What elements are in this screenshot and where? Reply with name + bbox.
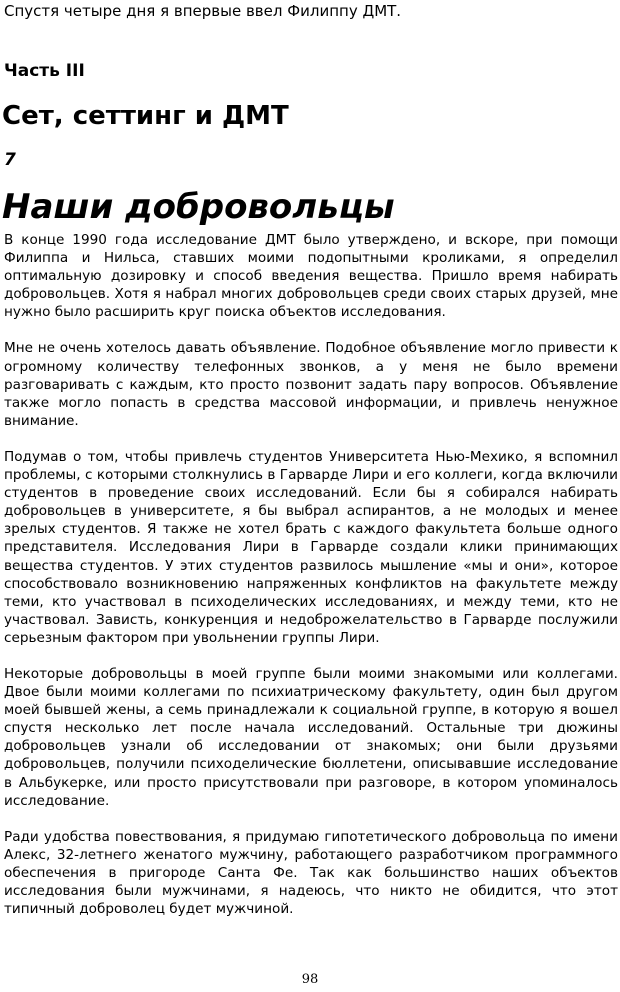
page-number: 98	[301, 972, 319, 987]
part-label: Часть III	[4, 61, 85, 81]
body-paragraph: Ради удобства повествования, я придумаю гипотетического добровольца по имени Алекс, 32-летнего женатого мужчину, работающего разработчиком программного обеспечения в пригороде Санта Фе. Так как большинство наших объектов исследования были мужчинами, я надеюсь, что никто не обидится, что этот типичный доброволец будет мужчиной.	[4, 828, 618, 918]
body-paragraph: Подумав о том, чтобы привлечь студентов Университета Нью-Мехико, я вспомнил проблемы, с которыми столкнулись в Гарварде Лири и его коллеги, когда включили студентов в проведение своих исследований. Если бы я собирался набирать добровольцев в университете, я бы выбрал аспирантов, а не молодых и менее зрелых студентов. Я также не хотел брать с каждого факультета больше одного представителя. Исследования Лири в Гарварде создали клики принимающих вещества студентов. У этих студентов развилось мышление «мы и они», которое способствовало возникновению напряженных конфликтов на факультете между теми, кто участвовал в психоделических исследованиях, и между теми, кто не участвовал. Зависть, конкуренция и недоброжелательство в Гарварде послужили серьезным фактором при увольнении группы Лири.	[4, 448, 618, 646]
chapter-number: 7	[4, 150, 16, 170]
chapter-title: Наши добровольцы	[2, 187, 395, 227]
part-title: Сет, сеттинг и ДМТ	[2, 101, 289, 131]
body-paragraph: В конце 1990 года исследование ДМТ было утверждено, и вскоре, при помощи Филиппа и Нильса, ставших моими подопытными кроликами, я определил оптимальную дозировку и способ введения вещества. Пришло время набирать добровольцев. Хотя я набрал многих добровольцев среди своих старых друзей, мне нужно было расширить круг поиска объектов исследования.	[4, 232, 618, 321]
body-paragraph: Некоторые добровольцы в моей группе были моими знакомыми или коллегами. Двое были моими коллегами по психиатрическому факультету, один был другом моей бывшей жены, а семь принадлежали к социальной группе, в которую я вошел спустя несколько лет после начала исследований. Остальные три дюжины добровольцев узнали об исследовании от знакомых; они были друзьями добровольцев, получили психоделические бюллетени, описывавшие исследование в Альбукерке, или просто присутствовали при разговоре, в котором упоминалось исследование.	[4, 665, 618, 809]
previous-section-closing-line: Спустя четыре дня я впервые ввел Филиппу ДМТ.	[4, 2, 402, 20]
chapter-body	[4, 231, 618, 936]
body-paragraph: Мне не очень хотелось давать объявление. Подобное объявление могло привести к огромному количеству телефонных звонков, а у меня не было времени разговаривать с каждым, кто просто позвонит задать пару вопросов. Объявление также могло попасть в средства массовой информации, и привлечь ненужное внимание.	[4, 340, 618, 429]
